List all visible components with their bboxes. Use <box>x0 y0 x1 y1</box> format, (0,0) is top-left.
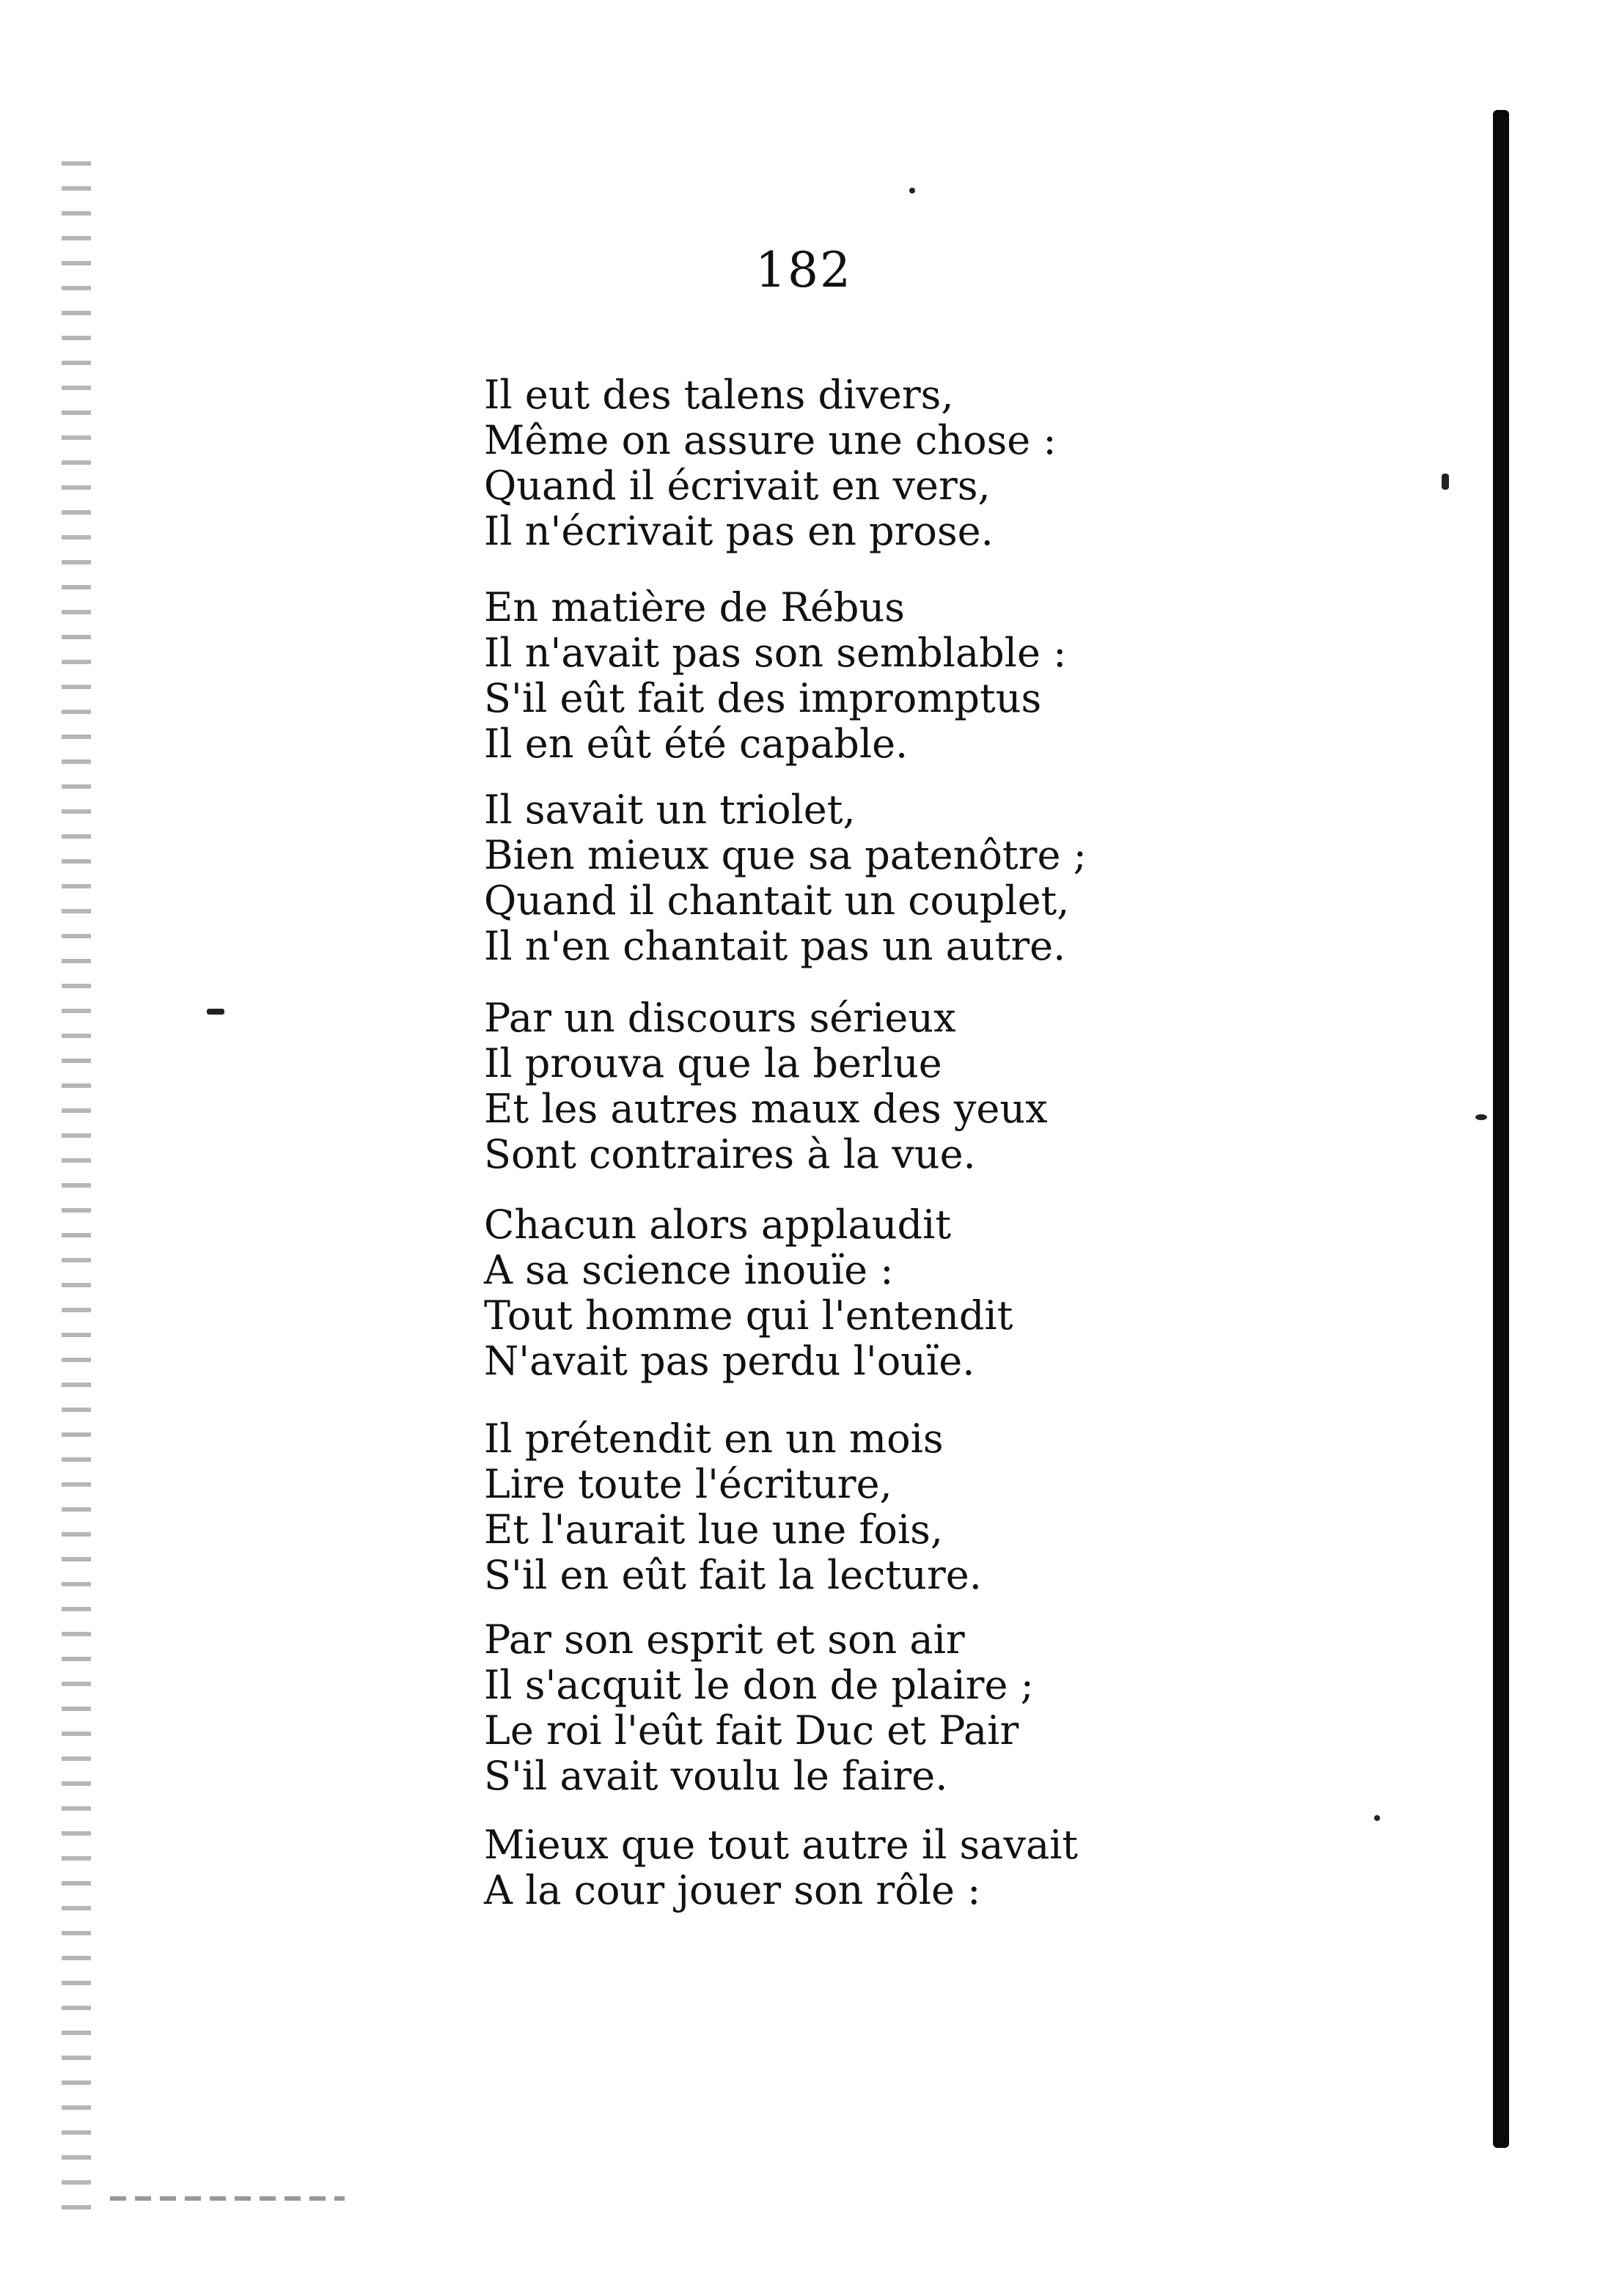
verse-line: S'il en eût fait la lecture. <box>484 1552 982 1598</box>
verse-line: Quand il chantait un couplet, <box>484 877 1070 924</box>
left-page-edge <box>62 161 91 2214</box>
verse-line: Chacun alors applaudit <box>484 1202 952 1248</box>
stanza <box>484 1822 1078 1913</box>
verse-line: Bien mieux que sa patenôtre ; <box>484 832 1087 878</box>
verse-line: En matière de Rébus <box>484 584 905 630</box>
ink-speck <box>1475 1114 1487 1120</box>
verse-line: Il n'écrivait pas en prose. <box>484 508 994 554</box>
stanza <box>484 585 1066 767</box>
verse-line: A la cour jouer son rôle : <box>484 1867 981 1913</box>
ink-speck <box>207 1009 224 1015</box>
verse-line: Même on assure une chose : <box>484 417 1057 463</box>
stanza <box>484 1617 1034 1799</box>
verse-line: Mieux que tout autre il savait <box>484 1822 1079 1868</box>
verse-line: Il eut des talens divers, <box>484 372 954 418</box>
verse-line: Il savait un triolet, <box>484 787 856 833</box>
verse-line: Et l'aurait lue une fois, <box>484 1506 944 1553</box>
ink-speck <box>1374 1815 1380 1821</box>
verse-line: Le roi l'eût fait Duc et Pair <box>484 1707 1019 1754</box>
verse-line: Il en eût été capable. <box>484 721 909 767</box>
verse-line: S'il eût fait des impromptus <box>484 675 1042 721</box>
verse-line: Et les autres maux des yeux <box>484 1086 1048 1132</box>
stanza <box>484 1202 1013 1384</box>
verse-line: Il prouva que la berlue <box>484 1040 942 1086</box>
verse-line: Il n'en chantait pas un autre. <box>484 923 1066 969</box>
stanza <box>484 372 1057 554</box>
verse-line: N'avait pas perdu l'ouïe. <box>484 1338 975 1384</box>
verse-line: Tout homme qui l'entendit <box>484 1292 1013 1339</box>
stanza <box>484 996 1048 1177</box>
verse-line: Par un discours sérieux <box>484 995 956 1041</box>
verse-line: A sa science inouïe : <box>484 1247 894 1293</box>
page-number: 182 <box>755 242 852 298</box>
verse-line: Il n'avait pas son semblable : <box>484 630 1067 676</box>
binding-gutter-rule <box>1493 110 1509 2148</box>
stanza <box>484 787 1087 969</box>
verse-line: Lire toute l'écriture, <box>484 1461 892 1507</box>
verse-line: Il s'acquit le don de plaire ; <box>484 1662 1034 1708</box>
verse-line: Par son esprit et son air <box>484 1616 965 1663</box>
verse-line: Il prétendit en un mois <box>484 1416 944 1462</box>
verse-line: S'il avait voulu le faire. <box>484 1753 948 1799</box>
bottom-edge-marks <box>110 2196 345 2201</box>
verse-line: Quand il écrivait en vers, <box>484 463 991 509</box>
ink-speck <box>1442 474 1449 490</box>
stanza <box>484 1416 982 1598</box>
verse-line: Sont contraires à la vue. <box>484 1131 976 1177</box>
ink-speck <box>909 188 915 194</box>
